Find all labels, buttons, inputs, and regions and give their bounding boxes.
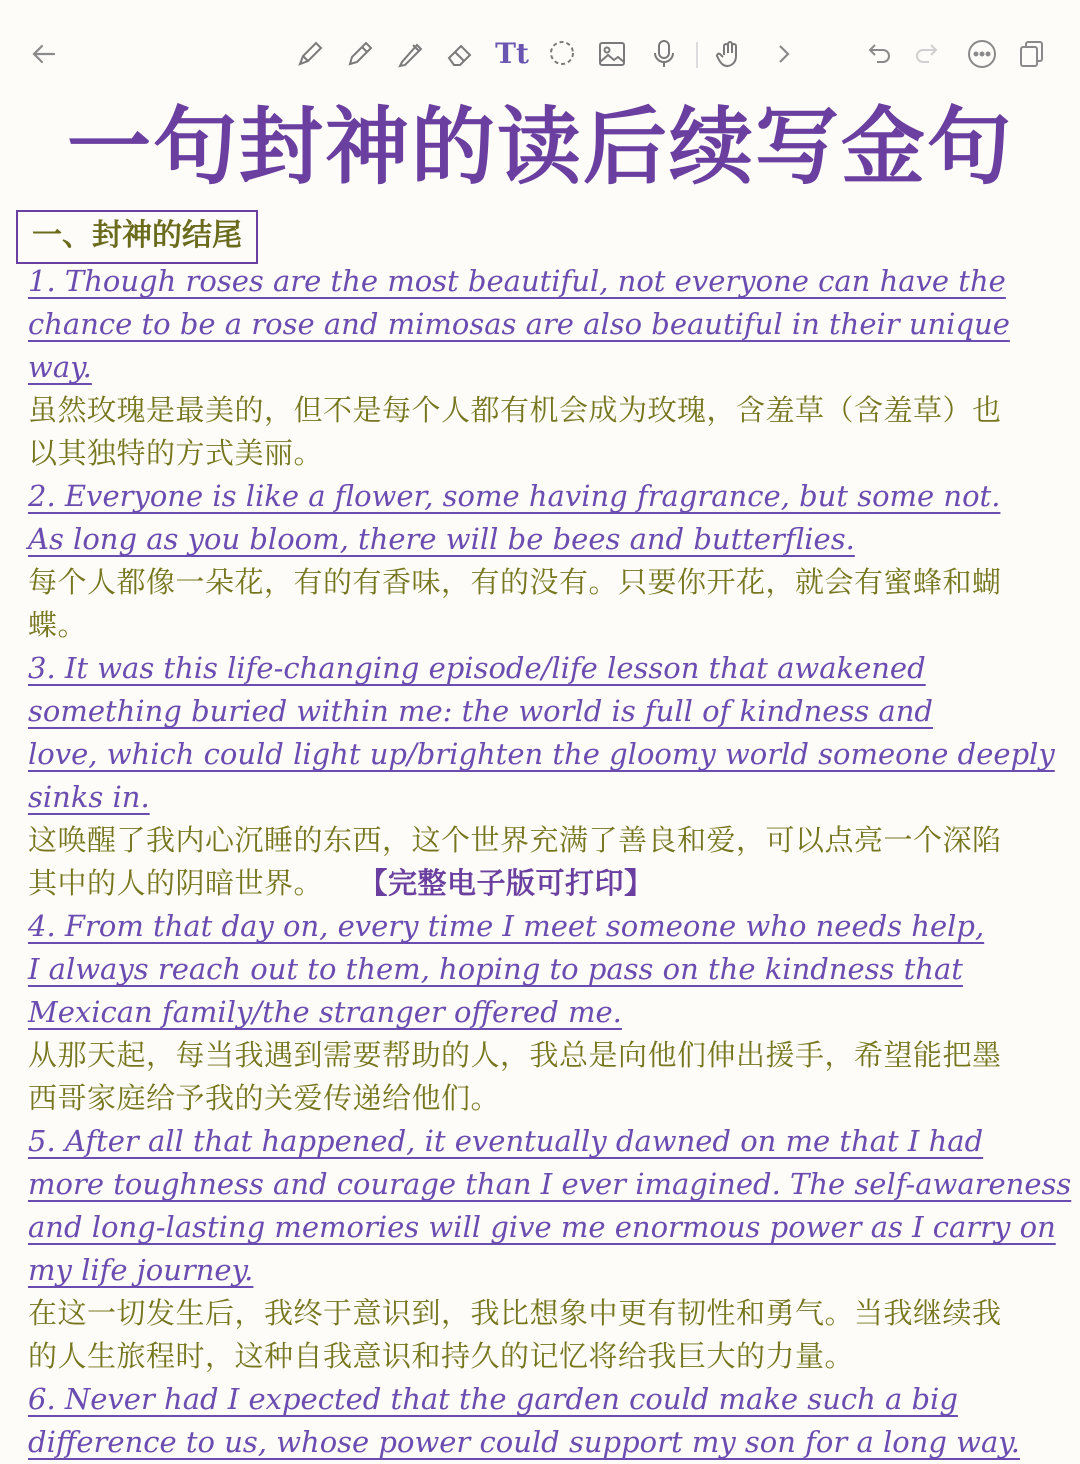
english-sentence [28, 905, 1058, 1034]
quote-item [28, 475, 1058, 647]
quote-item [28, 1378, 1058, 1464]
chinese-line: 虽然玫瑰是最美的，但不是每个人都有机会成为玫瑰，含羞草（含羞草）也 [28, 393, 1002, 427]
page-title: 一句封神的读后续写金句 [66, 98, 1013, 196]
english-line: sinks in. [28, 780, 150, 814]
english-line: and long-lasting memories will give me enormous power as I carry on [28, 1210, 1056, 1244]
english-line: 3. It was this life-changing episode/life lesson that awakened [28, 651, 926, 685]
chinese-line [28, 862, 1058, 905]
english-line: 2. Everyone is like a flower, some having fragrance, but some not. [28, 479, 1001, 513]
chinese-line: 每个人都像一朵花，有的有香味，有的没有。只要你开花，就会有蜜蜂和蝴 [28, 565, 1002, 599]
chinese-line: 的人生旅程时，这种自我意识和持久的记忆将给我巨大的力量。 [28, 1339, 855, 1373]
microphone-icon[interactable] [646, 36, 682, 72]
english-line: 5. After all that happened, it eventually dawned on me that I had [28, 1124, 984, 1158]
english-line: As long as you bloom, there will be bees and butterflies. [28, 522, 855, 556]
quote-item [28, 260, 1058, 475]
english-sentence [28, 647, 1058, 819]
english-line: Mexican family/the stranger offered me. [28, 995, 622, 1029]
chinese-line: 这唤醒了我内心沉睡的东西，这个世界充满了善良和爱，可以点亮一个深陷 [28, 823, 1002, 857]
chinese-line: 西哥家庭给予我的关爱传递给他们。 [28, 1081, 501, 1115]
quote-item [28, 1120, 1072, 1378]
english-line: I always reach out to them, hoping to pass on the kindness that [28, 952, 963, 986]
hand-icon[interactable] [712, 36, 748, 72]
english-line: my life journey. [28, 1253, 254, 1287]
english-line: 1. Though roses are the most beautiful, not everyone can have the [28, 264, 1006, 298]
english-line: something buried within me: the world is full of kindness and [28, 694, 933, 728]
english-sentence [28, 1378, 1058, 1464]
lasso-icon[interactable] [544, 36, 580, 72]
text-tool-icon[interactable]: Tt [495, 37, 529, 70]
english-line: 6. Never had I expected that the garden could make such a big [28, 1382, 958, 1416]
english-line: chance to be a rose and mimosas are also beautiful in their unique [28, 307, 1010, 341]
chinese-line-text: 其中的人的阴暗世界。 [28, 866, 324, 900]
undo-icon[interactable] [860, 36, 896, 72]
chinese-line: 从那天起，每当我遇到需要帮助的人，我总是向他们伸出援手，希望能把墨 [28, 1038, 1002, 1072]
redo-icon[interactable] [910, 36, 946, 72]
pencil-icon[interactable] [342, 36, 378, 72]
chinese-line: 在这一切发生后，我终于意识到，我比想象中更有韧性和勇气。当我继续我 [28, 1296, 1002, 1330]
quote-item [28, 905, 1058, 1120]
section-heading: 一、封神的结尾 [16, 210, 258, 264]
back-arrow-icon[interactable] [26, 36, 62, 72]
english-sentence [28, 1120, 1072, 1292]
image-icon[interactable] [594, 36, 630, 72]
toolbar-divider [696, 42, 698, 68]
chinese-translation [28, 561, 1058, 647]
chinese-translation [28, 1292, 1058, 1378]
chevron-right-icon[interactable] [766, 36, 802, 72]
english-line: way. [28, 350, 92, 384]
english-line: love, which could light up/brighten the gloomy world someone deeply [28, 737, 1055, 771]
english-line: difference to us, whose power could support my son for a long way. [28, 1425, 1021, 1459]
chinese-line: 以其独特的方式美丽。 [28, 436, 324, 470]
eraser-icon[interactable] [442, 36, 478, 72]
english-line: more toughness and courage than I ever imagined. The self-awareness [28, 1167, 1072, 1201]
pen-icon[interactable] [292, 36, 328, 72]
chinese-line: 蝶。 [28, 608, 88, 642]
pages-icon[interactable] [1014, 36, 1050, 72]
english-sentence [28, 260, 1058, 389]
chinese-translation [28, 819, 1058, 905]
highlighter-icon[interactable] [392, 36, 428, 72]
more-icon[interactable] [964, 36, 1000, 72]
quote-item [28, 647, 1058, 905]
promo-label: 【完整电子版可打印】 [373, 866, 654, 900]
chinese-translation [28, 389, 1058, 475]
english-sentence [28, 475, 1058, 561]
note-content [28, 260, 1072, 1464]
chinese-translation [28, 1034, 1058, 1120]
english-line: 4. From that day on, every time I meet someone who needs help, [28, 909, 985, 943]
